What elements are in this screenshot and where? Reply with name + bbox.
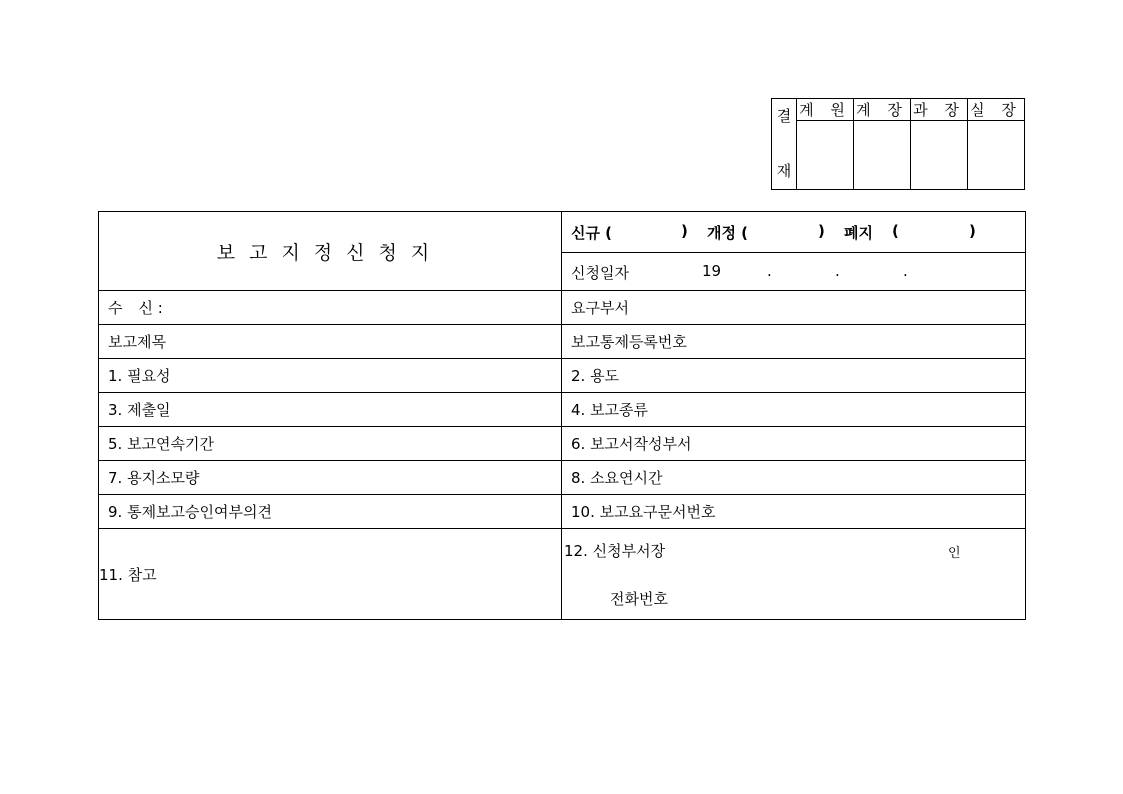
kind-revise-close: )	[817, 222, 825, 240]
approval-header-director: 실 장	[968, 99, 1025, 121]
seal-mark: 인	[947, 546, 961, 561]
application-date-dot-1: .	[766, 261, 772, 280]
approval-side-top: 결	[776, 107, 792, 125]
approval-side-bottom: 재	[776, 162, 792, 180]
form-table	[98, 211, 1026, 620]
application-date-label: 신청일자	[570, 263, 629, 282]
kind-new-label: 신규 (	[570, 224, 613, 242]
item-8-cell[interactable]: 8. 소요연시간	[561, 461, 1025, 495]
receiver-label-1: 수	[108, 299, 123, 317]
report-request-form	[98, 211, 1026, 620]
item-5-cell[interactable]: 5. 보고연속기간	[99, 427, 562, 461]
approval-table	[771, 98, 1025, 190]
report-kind-cell[interactable]	[561, 212, 1025, 253]
item-1-cell[interactable]: 1. 필요성	[99, 359, 562, 393]
application-date-year: 19	[701, 261, 722, 280]
item-9-cell[interactable]: 9. 통제보고승인여부의견	[99, 495, 562, 529]
approval-side-label	[772, 99, 797, 190]
phone-label: 전화번호	[609, 590, 668, 608]
item-3-cell[interactable]: 3. 제출일	[99, 393, 562, 427]
requesting-dept-cell[interactable]: 요구부서	[561, 291, 1025, 325]
applicant-head-label: 12. 신청부서장	[563, 542, 666, 560]
approval-sign-clerk[interactable]	[797, 121, 854, 190]
approval-box	[771, 98, 1025, 187]
applicant-cell[interactable]	[561, 529, 1025, 620]
report-title-cell[interactable]: 보고제목	[99, 325, 562, 359]
approval-sign-chief[interactable]	[854, 121, 911, 190]
application-date-line	[571, 262, 1025, 282]
registration-no-cell[interactable]: 보고통제등록번호	[561, 325, 1025, 359]
item-2-cell[interactable]: 2. 용도	[561, 359, 1025, 393]
receiver-label-2: 신 :	[138, 299, 163, 317]
kind-revise-label: 개정 (	[706, 224, 749, 242]
receiver-cell[interactable]	[99, 291, 562, 325]
item-7-cell[interactable]: 7. 용지소모량	[99, 461, 562, 495]
item-6-cell[interactable]: 6. 보고서작성부서	[561, 427, 1025, 461]
kind-abolish-close: )	[968, 222, 976, 240]
approval-sign-director[interactable]	[968, 121, 1025, 190]
approval-header-section-chief: 과 장	[911, 99, 968, 121]
application-date-cell[interactable]	[561, 253, 1025, 291]
form-title: 보고지정신청지	[99, 212, 562, 291]
approval-header-clerk: 계 원	[797, 99, 854, 121]
item-4-cell[interactable]: 4. 보고종류	[561, 393, 1025, 427]
approval-sign-section-chief[interactable]	[911, 121, 968, 190]
report-kind-line	[571, 222, 1025, 242]
kind-new-close: )	[680, 222, 688, 240]
item-10-cell[interactable]: 10. 보고요구문서번호	[561, 495, 1025, 529]
application-date-dot-2: .	[834, 261, 840, 280]
approval-header-chief: 계 장	[854, 99, 911, 121]
application-date-dot-3: .	[902, 261, 908, 280]
kind-abolish-label: 폐지	[843, 224, 873, 242]
kind-abolish-open: (	[891, 222, 899, 240]
reference-cell[interactable]: 11. 참고	[99, 529, 562, 620]
